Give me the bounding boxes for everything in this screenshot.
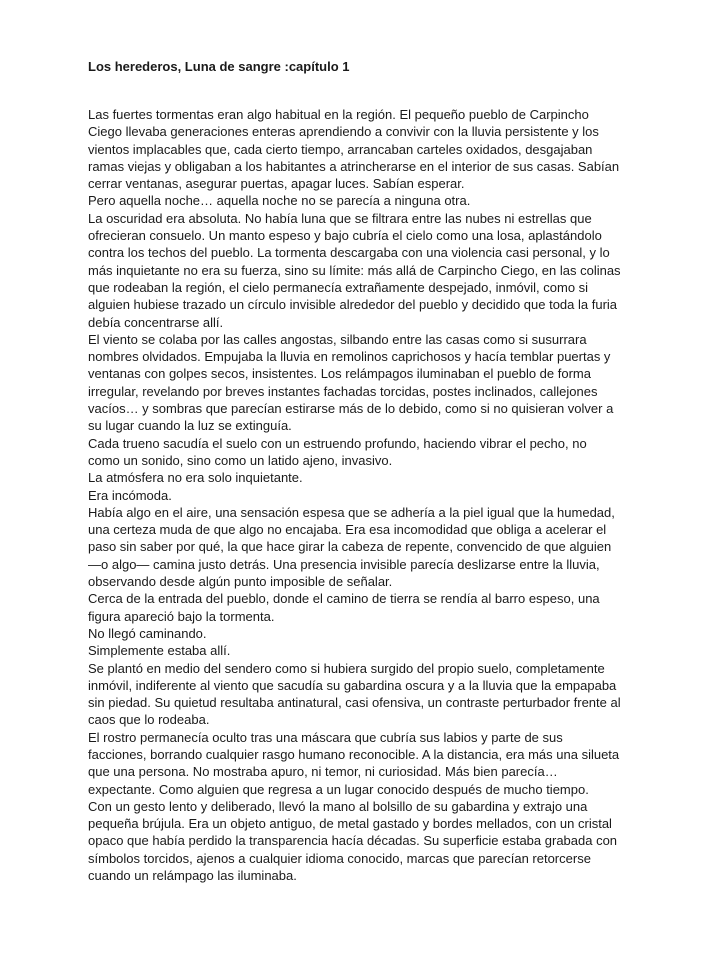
text-line: facciones, borrando cualquier rasgo humano reconocible. A la distancia, era más una silueta [88, 746, 620, 762]
text-line: debía concentrarse allí. [88, 314, 224, 330]
text-line: vientos implacables que, cada cierto tiempo, arrancaban carteles oxidados, desgajaban [88, 141, 593, 157]
text-line: opaco que había perdido la transparencia hacía décadas. Su superficie estaba grabada con [88, 833, 618, 849]
text-line: pequeña brújula. Era un objeto antiguo, de metal gastado y bordes mellados, con un cristal [88, 816, 612, 832]
document-title: Los herederos, Luna de sangre :capítulo 1 [88, 59, 350, 74]
text-line: su lugar cuando la luz se extinguía. [88, 418, 292, 434]
text-line: Simplemente estaba allí. [88, 643, 231, 659]
text-line: sin piedad. Su quietud resultaba antinatural, casi ofensiva, un contraste perturbador frente al [88, 695, 621, 711]
text-line: contra los techos del pueblo. La tormenta descargaba con una violencia casi personal, y lo [88, 245, 610, 261]
text-line: No llegó caminando. [88, 625, 207, 641]
text-line: cerrar ventanas, asegurar puertas, apagar luces. Sabían esperar. [88, 176, 465, 192]
text-line: Con un gesto lento y deliberado, llevó la mano al bolsillo de su gabardina y extrajo una [88, 798, 588, 814]
text-line: Era incómoda. [88, 487, 172, 503]
text-line: como un sonido, sino como un latido ajeno, invasivo. [88, 452, 393, 468]
text-line: Cerca de la entrada del pueblo, donde el camino de tierra se rendía al barro espeso, una [88, 591, 600, 607]
text-line: Pero aquella noche… aquella noche no se parecía a ninguna otra. [88, 193, 471, 209]
text-line: que una persona. No mostraba apuro, ni temor, ni curiosidad. Más bien parecía… [88, 764, 558, 780]
text-line: El rostro permanecía oculto tras una máscara que cubría sus labios y parte de sus [88, 729, 563, 745]
text-line: inmóvil, indiferente al viento que sacudía su gabardina oscura y a la lluvia que la empapaba [88, 677, 617, 693]
document-body [88, 106, 688, 884]
text-line: Las fuertes tormentas eran algo habitual en la región. El pequeño pueblo de Carpincho [88, 107, 589, 122]
text-line: vacíos… y sombras que parecían estirarse más de lo debido, como si no quisieran volver a [88, 401, 614, 417]
text-line: expectante. Como alguien que regresa a un lugar conocido después de mucho tiempo. [88, 781, 589, 797]
text-line: La atmósfera no era solo inquietante. [88, 470, 303, 486]
text-line: símbolos torcidos, ajenos a cualquier idioma conocido, marcas que parecían retorcerse [88, 850, 591, 866]
text-line: más inquietante no era su fuerza, sino su límite: más allá de Carpincho Ciego, en las colinas [88, 262, 621, 278]
text-line: Había algo en el aire, una sensación espesa que se adhería a la piel igual que la humedad, [88, 504, 615, 520]
text-line: Se plantó en medio del sendero como si hubiera surgido del propio suelo, completamente [88, 660, 605, 676]
text-line: alguien hubiese trazado un círculo invisible alrededor del pueblo y decidido que toda la furia [88, 297, 618, 313]
text-line: paso sin saber por qué, la que hace girar la cabeza de repente, convencido de que alguien [88, 539, 612, 555]
text-line: ramas viejas y obligaban a los habitantes a atrincherarse en el interior de sus casas. Sabían [88, 158, 620, 174]
text-line: una certeza muda de que algo no encajaba. Era esa incomodidad que obliga a acelerar el [88, 522, 607, 538]
text-line: figura apareció bajo la tormenta. [88, 608, 275, 624]
text-line: Ciego llevaba generaciones enteras aprendiendo a convivir con la lluvia persistente y los [88, 124, 599, 140]
text-line: observando desde algún punto imposible de señalar. [88, 574, 393, 590]
text-line: caos que lo rodeaba. [88, 712, 210, 728]
text-line: El viento se colaba por las calles angostas, silbando entre las casas como si susurrara [88, 331, 587, 347]
text-line: ofrecieran consuelo. Un manto espeso y bajo cubría el cielo como una losa, aplastándolo [88, 228, 602, 244]
text-line: Cada trueno sacudía el suelo con un estruendo profundo, haciendo vibrar el pecho, no [88, 435, 587, 451]
text-line: nombres olvidados. Empujaba la lluvia en remolinos caprichosos y hacía temblar puertas y [88, 349, 611, 365]
text-line: cuando un relámpago las iluminaba. [88, 868, 297, 884]
text-line: ventanas con golpes secos, insistentes. Los relámpagos iluminaban el pueblo de forma [88, 366, 591, 382]
text-line: —o algo— camina justo detrás. Una presencia invisible parecía deslizarse entre la lluvia, [88, 556, 600, 572]
text-line: que rodeaban la región, el cielo permanecía extrañamente despejado, inmóvil, como si [88, 279, 589, 295]
text-line: La oscuridad era absoluta. No había luna que se filtrara entre las nubes ni estrellas que [88, 210, 592, 226]
text-line: irregular, revelando por breves instantes fachadas torcidas, postes inclinados, callejones [88, 383, 598, 399]
